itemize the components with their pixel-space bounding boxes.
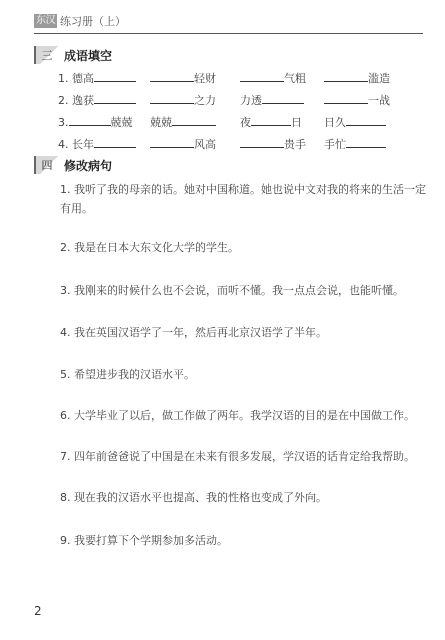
- answer-blank[interactable]: [240, 136, 284, 148]
- idiom-item: 滥造: [324, 70, 390, 87]
- section-number: 三: [34, 46, 58, 64]
- answer-blank[interactable]: [346, 114, 386, 126]
- idiom-item: 贵手: [240, 136, 306, 153]
- idiom-item: 2. 逸获: [58, 92, 136, 109]
- answer-blank[interactable]: [150, 70, 194, 82]
- answer-blank[interactable]: [262, 92, 304, 104]
- idiom-item: 日久: [324, 114, 386, 131]
- idiom-item: 轻财: [150, 70, 216, 87]
- section-number: 四: [34, 156, 58, 174]
- answer-blank[interactable]: [150, 136, 194, 148]
- idiom-item: 1. 德高: [58, 70, 136, 87]
- answer-blank[interactable]: [94, 92, 136, 104]
- section-idioms-heading: [34, 46, 112, 64]
- idiom-item: 夜 日: [240, 116, 302, 129]
- book-badge: 东汉: [36, 15, 55, 26]
- sentence-item: 4. 我在英国汉语学了一年，然后再北京汉语学了半年。: [60, 326, 327, 339]
- idiom-item: 一战: [324, 92, 390, 109]
- answer-blank[interactable]: [346, 136, 386, 148]
- idiom-row: [58, 92, 428, 108]
- idiom-row: [58, 70, 428, 86]
- sentence-item: 8. 现在我的汉语水平也提高、我的性格也变成了外向。: [60, 491, 327, 504]
- answer-blank[interactable]: [240, 70, 284, 82]
- answer-blank[interactable]: [94, 136, 136, 148]
- sentence-item: 2. 我是在日本大东文化大学的学生。: [60, 241, 239, 254]
- idiom-item: 兢兢: [150, 114, 216, 131]
- workbook-title: 练习册（上）: [60, 15, 126, 28]
- sentence-item: 6. 大学毕业了以后，做工作做了两年。我学汉语的目的是在中国做工作。: [60, 409, 415, 422]
- page-number: 2: [34, 604, 42, 618]
- idiom-item: 之力: [150, 92, 216, 109]
- sentence-item: 3. 我刚来的时候什么也不会说，而听不懂。我一点点会说，也能听懂。: [60, 284, 404, 297]
- sentence-item: 9. 我要打算下个学期参加多活动。: [60, 534, 228, 547]
- idiom-row: [58, 114, 428, 130]
- section-title: 成语填空: [64, 48, 113, 63]
- section-corrections-heading: [34, 156, 112, 174]
- idiom-item: 风高: [150, 136, 216, 153]
- answer-blank[interactable]: [324, 92, 368, 104]
- idiom-item: 力透: [240, 92, 304, 109]
- idiom-row: [58, 136, 428, 152]
- answer-blank[interactable]: [150, 92, 194, 104]
- section-title: 修改病句: [64, 158, 113, 173]
- sentence-item: 7. 四年前爸爸说了中国是在未来有很多发展，学汉语的话肯定给我帮助。: [60, 450, 415, 463]
- page-header: [34, 9, 126, 33]
- answer-blank[interactable]: [251, 114, 291, 126]
- idiom-item: 气粗: [240, 70, 306, 87]
- idiom-item: 手忙: [324, 136, 386, 153]
- idiom-item: 4. 长年: [58, 136, 136, 153]
- sentence-item: 5. 希望进步我的汉语水平。: [60, 368, 195, 381]
- answer-blank[interactable]: [94, 70, 136, 82]
- sentence-item: 1. 我听了我的母亲的话。她对中国称道。她也说中文对我的将来的生活一定有用。: [60, 183, 426, 215]
- answer-blank[interactable]: [69, 114, 111, 126]
- idiom-item: 3. 兢兢: [58, 116, 133, 129]
- answer-blank[interactable]: [324, 70, 368, 82]
- answer-blank[interactable]: [172, 114, 216, 126]
- header-rule: [34, 33, 423, 34]
